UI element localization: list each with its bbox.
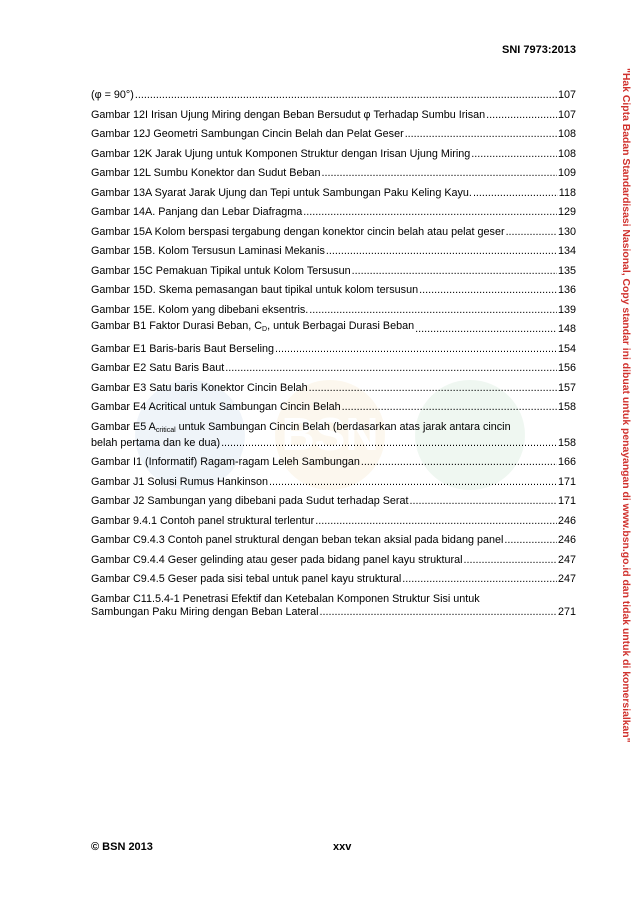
- toc-entry-title-line1: Gambar E5 $A_{critical}$ untuk Sambungan Cincin Belah (berdasarkan atas jarak antara cincin: [91, 420, 511, 434]
- toc-entry-page: 247: [557, 573, 576, 585]
- toc-entry-page: 118: [558, 186, 576, 199]
- toc-entry[interactable]: [91, 593, 576, 619]
- toc-entry-title: Gambar 15A Kolom berspasi tergabung dengan konektor cincin belah atau pelat geser: [91, 225, 505, 238]
- toc-entry-page: 148: [557, 323, 576, 335]
- toc-entry-title: Gambar E1 Baris-baris Baut Berseling: [91, 342, 275, 355]
- toc-entry-title: Gambar 12J Geometri Sambungan Cincin Belah dan Pelat Geser: [91, 128, 404, 140]
- toc-entry[interactable]: [91, 109, 576, 122]
- toc-entry[interactable]: [91, 304, 576, 317]
- toc-entry-page: 156: [557, 362, 576, 374]
- toc-entry[interactable]: [91, 495, 576, 508]
- toc-entry[interactable]: [91, 187, 576, 200]
- toc-entry[interactable]: [91, 265, 576, 278]
- toc-entry-page: 139: [557, 303, 576, 316]
- toc-entry-title: (φ = 90°): [91, 89, 134, 101]
- toc-entry[interactable]: [91, 206, 576, 219]
- toc-entry[interactable]: [91, 245, 576, 258]
- toc-entry[interactable]: [91, 456, 576, 469]
- toc-entry-title: Gambar 15E. Kolom yang dibebani eksentris.: [91, 303, 309, 316]
- toc-entry-page: 246: [557, 534, 576, 546]
- toc-entry-title: Gambar C9.4.4 Geser gelinding atau geser pada bidang panel kayu struktural: [91, 553, 463, 566]
- copyright-notice-vertical: "Hak Cipta Badan Standardisasi Nasional, Copy standar ini dibuat untuk penayangan di www.bsn.go.id dan tidak untuk di komersialkan": [620, 68, 631, 743]
- toc-entry[interactable]: [91, 284, 576, 297]
- toc-entry-page: 136: [557, 284, 576, 296]
- toc-entry[interactable]: [91, 167, 576, 180]
- toc-entry-title: Gambar 12L Sumbu Konektor dan Sudut Beban: [91, 167, 321, 179]
- toc-entry-title: Gambar I1 (Informatif) Ragam-ragam Leleh Sambungan: [91, 456, 360, 468]
- toc-entry-page: 157: [557, 381, 576, 394]
- toc-entry-page: 107: [557, 108, 576, 121]
- toc-entry[interactable]: [91, 226, 576, 239]
- toc-entry-title: Gambar 13A Syarat Jarak Ujung dan Tepi untuk Sambungan Paku Keling Kayu.: [91, 186, 472, 199]
- toc-entry[interactable]: [91, 573, 576, 586]
- toc-entry-page: 134: [557, 245, 576, 257]
- toc-entry-page: 158: [557, 436, 576, 449]
- toc-entry-page: 158: [557, 401, 576, 413]
- footer-copyright: © BSN 2013: [91, 841, 153, 853]
- toc-entry-page: 247: [557, 553, 576, 566]
- toc-entry-page: 135: [557, 264, 576, 277]
- toc-entry-title: Gambar 15D. Skema pemasangan baut tipikal untuk kolom tersusun: [91, 284, 419, 296]
- toc-entry-title-line2: Sambungan Paku Miring dengan Beban Lateral: [91, 605, 319, 618]
- toc-entry-title: Gambar 15B. Kolom Tersusun Laminasi Mekanis: [91, 245, 325, 257]
- toc-entry[interactable]: [91, 515, 576, 528]
- toc-entry[interactable]: [91, 128, 576, 141]
- toc-entry[interactable]: [91, 401, 576, 414]
- toc-entry-page: 109: [557, 167, 576, 179]
- toc-entry-title-line1: Gambar C11.5.4-1 Penetrasi Efektif dan Ketebalan Komponen Struktur Sisi untuk: [91, 592, 480, 605]
- toc-entry[interactable]: [91, 362, 576, 375]
- toc-entry[interactable]: [91, 343, 576, 356]
- toc-entry-title: Gambar C9.4.5 Geser pada sisi tebal untuk panel kayu struktural: [91, 573, 402, 585]
- toc-entry[interactable]: [91, 476, 576, 489]
- toc-entry-title: Gambar J2 Sambungan yang dibebani pada Sudut terhadap Serat: [91, 495, 409, 507]
- toc-entry-title: Gambar E2 Satu Baris Baut: [91, 362, 225, 374]
- toc-entry[interactable]: [91, 421, 576, 450]
- toc-entry-page: 129: [557, 206, 576, 218]
- toc-entry-page: 171: [557, 495, 576, 507]
- toc-entry-title: Gambar 12I Irisan Ujung Miring dengan Beban Bersudut φ Terhadap Sumbu Irisan: [91, 108, 486, 121]
- toc-entry[interactable]: [91, 382, 576, 395]
- toc-entry-title: Gambar B1 Faktor Durasi Beban, $C_D$, untuk Berbagai Durasi Beban: [91, 320, 415, 333]
- toc-entry-title: Gambar E4 Acritical untuk Sambungan Cincin Belah: [91, 401, 341, 413]
- toc-entry-title: Gambar J1 Solusi Rumus Hankinson: [91, 475, 269, 488]
- toc-entry-title: Gambar E3 Satu baris Konektor Cincin Belah: [91, 381, 308, 394]
- toc-entry-title: Gambar 14A. Panjang dan Lebar Diafragma: [91, 206, 303, 218]
- toc-entry[interactable]: [91, 89, 576, 102]
- document-id: SNI 7973:2013: [502, 44, 576, 56]
- toc-entry[interactable]: [91, 534, 576, 547]
- toc-entry-page: 107: [557, 89, 576, 101]
- toc-entry[interactable]: [91, 554, 576, 567]
- footer-page-number: xxv: [333, 841, 352, 853]
- toc-entry[interactable]: [91, 320, 576, 336]
- table-of-figures: [91, 89, 576, 625]
- toc-entry-page: 108: [557, 147, 576, 160]
- watermark-text: BSN: [281, 408, 379, 460]
- toc-entry-page: 271: [557, 605, 576, 618]
- toc-entry-page: 246: [557, 514, 576, 527]
- toc-entry-page: 171: [557, 475, 576, 488]
- toc-entry-title: Gambar C9.4.3 Contoh panel struktural dengan beban tekan aksial pada bidang panel: [91, 534, 504, 546]
- toc-entry-title: Gambar 15C Pemakuan Tipikal untuk Kolom Tersusun: [91, 264, 351, 277]
- toc-entry-page: 130: [557, 225, 576, 238]
- toc-entry-title: Gambar 12K Jarak Ujung untuk Komponen Struktur dengan Irisan Ujung Miring: [91, 147, 471, 160]
- toc-entry-page: 108: [557, 128, 576, 140]
- toc-entry-title-line2: belah pertama dan ke dua): [91, 436, 221, 449]
- toc-entry-page: 166: [557, 456, 576, 468]
- toc-entry-page: 154: [557, 342, 576, 355]
- toc-entry[interactable]: [91, 148, 576, 161]
- toc-entry-title: Gambar 9.4.1 Contoh panel struktural terlentur: [91, 514, 315, 527]
